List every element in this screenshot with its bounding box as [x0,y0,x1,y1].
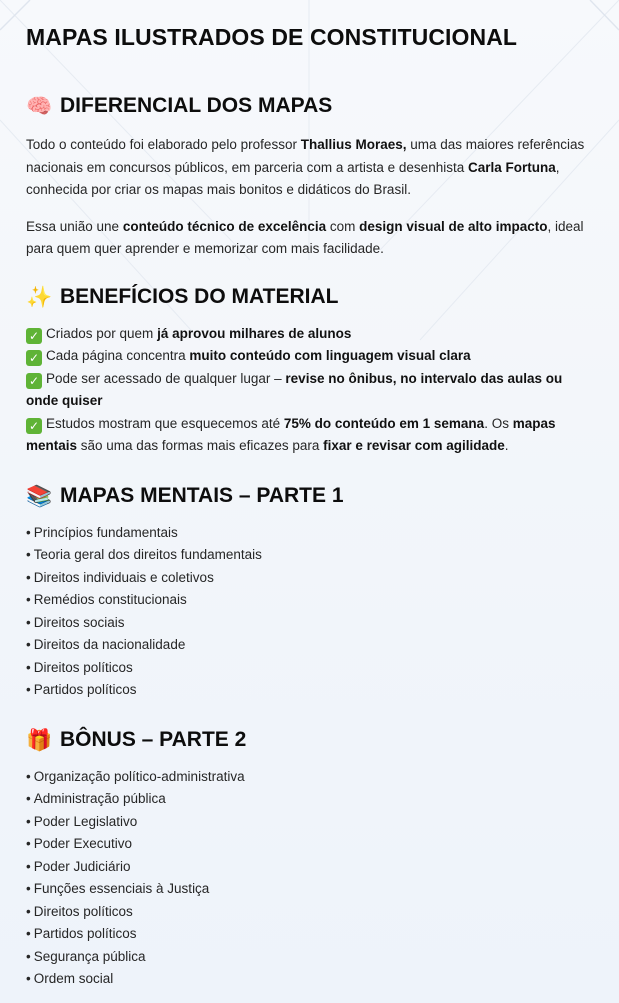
parte1-topic-list [26,522,593,702]
list-item: • Poder Executivo [26,836,133,851]
brain-icon: 🧠 [26,94,53,118]
section-heading-beneficios [26,283,593,311]
section-title: MAPAS MENTAIS – PARTE 1 [60,483,344,507]
author-name: Thallius Moraes, [300,137,407,152]
list-item: • Poder Judiciário [26,858,131,874]
list-item: • Direitos individuais e coletivos [26,569,214,585]
check-icon: ✓ [26,373,42,389]
books-icon: 📚 [26,483,53,508]
list-item: • Princípios fundamentais [26,524,178,540]
check-icon: ✓ [26,328,42,344]
diferencial-paragraph-2: Essa união une conteúdo técnico de excelência com design visual de alto impacto, ideal para quem quer aprender e memorizar com mais facilidade. [26,218,584,256]
list-item: • Partidos políticos [26,926,137,941]
artist-name: Carla Fortuna [467,159,556,175]
list-item: • Remédios constitucionais [26,592,187,607]
section-title: BENEFÍCIOS DO MATERIAL [60,284,339,308]
page-title: MAPAS ILUSTRADOS DE CONSTITUCIONAL [26,24,518,50]
list-item: • Poder Legislativo [26,813,138,829]
list-item: • Direitos políticos [26,659,133,675]
list-item: • Funções essenciais à Justiça [26,881,210,896]
section-heading-diferencial [26,92,593,120]
gift-icon: 🎁 [26,727,53,752]
list-item: • Direitos da nacionalidade [26,637,186,652]
list-item: • Segurança pública [26,948,146,964]
benefits-list [26,323,593,458]
list-item: • Partidos políticos [26,682,137,697]
section-heading-parte1 [26,482,593,510]
benefit-item: ✓ Cada página concentra muito conteúdo com linguagem visual clara [26,345,593,368]
section-title: BÔNUS – PARTE 2 [60,727,247,751]
list-item: • Direitos políticos [26,903,133,919]
check-icon: ✓ [26,418,42,434]
list-item: • Teoria geral dos direitos fundamentais [26,547,262,562]
benefit-item: ✓ Criados por quem já aprovou milhares de alunos [26,323,593,346]
list-item: • Organização político-administrativa [26,768,245,784]
list-item: • Direitos sociais [26,614,125,630]
parte2-topic-list [26,766,593,991]
sparkles-icon: ✨ [26,284,53,309]
list-item: • Ordem social [26,971,114,986]
list-item: • Administração pública [26,791,166,806]
section-title: DIFERENCIAL DOS MAPAS [60,94,333,117]
benefit-item: ✓ Pode ser acessado de qualquer lugar – revise no ônibus, no intervalo das aulas ou onde quiser [26,370,563,408]
diferencial-paragraph-1: Todo o conteúdo foi elaborado pelo professor Thallius Moraes, uma das maiores referências nacionais em concursos públicos, em parceria com a artista e desenhista Carla Fortuna, conhecida por criar os mapas mais bonitos e didáticos do Brasil. [26,137,585,197]
benefit-item: ✓ Estudos mostram que esquecemos até 75% do conteúdo em 1 semana. Os mapas mentais são uma das formas mais eficazes para fixar e revisar com agilidade. [26,415,556,453]
section-heading-parte2 [26,726,593,754]
check-icon: ✓ [26,350,42,366]
